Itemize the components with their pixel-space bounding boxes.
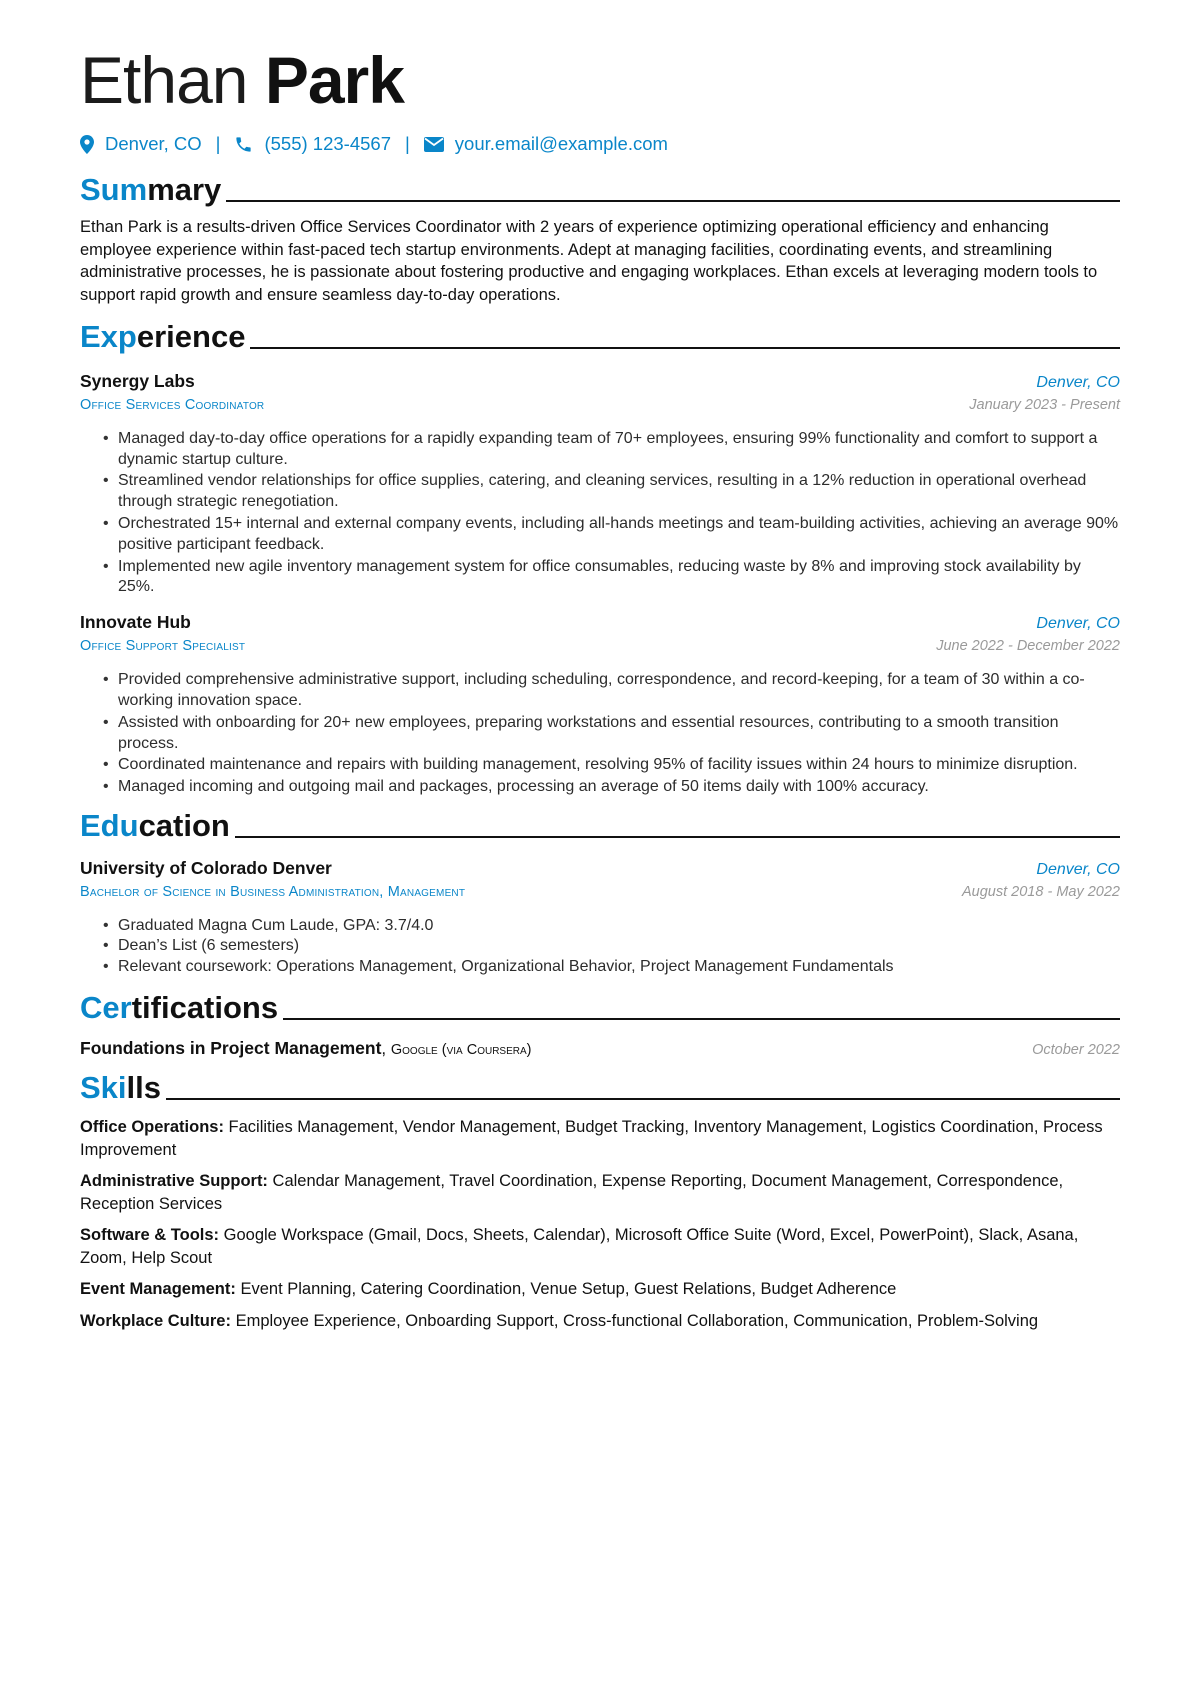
education-bullets [80,916,1120,977]
email-text: your.email@example.com [454,133,668,154]
job-role: Office Support Specialist [80,638,246,655]
summary-text: Ethan Park is a results-driven Office Services Coordinator with 2 years of experience optimizing operational efficiency and enhancing employee experience within fast-paced tech startup environments. Adept at managing facilities, coordinating events, and streamlining administrative processes, he is passionate about fostering productive and engaging workplaces. Ethan excels at leveraging modern tools to support rapid growth and ensure seamless day-to-day operations. [80,218,1098,305]
school-name: University of Colorado Denver [80,857,332,878]
last-name: Park [264,43,404,117]
education-title-rest: cation [138,807,230,843]
certifications-heading [80,986,1120,1026]
skills-title-accent: Ski [80,1070,127,1106]
section-rule [250,347,1120,349]
experience-title-accent: Exp [80,318,137,354]
job-bullets [80,429,1120,598]
degree: Bachelor of Science in Business Administration, Management [80,883,466,900]
job-location: Denver, CO [1036,615,1120,633]
skill-group [80,1278,1120,1301]
section-rule [235,836,1120,838]
contact-location [80,133,202,155]
skill-group [80,1224,1120,1269]
skills-list [80,1116,1120,1332]
map-pin-icon [80,135,94,154]
skill-label: Software & Tools: [80,1226,220,1245]
bullet-item: • Orchestrated 15+ internal and external company events, including all-hands meetings and team-building activities, achieving an average 90% positive participant feedback. [118,514,1120,556]
certification-name: Foundations in Project Management [80,1038,382,1059]
education-entry [80,856,1120,977]
job-role: Office Services Coordinator [80,396,265,413]
location-text: Denver, CO [105,133,202,154]
contact-separator: | [404,133,410,154]
job-location: Denver, CO [1036,373,1120,391]
envelope-icon [424,137,444,152]
skill-label: Administrative Support: [80,1172,268,1191]
section-rule [226,200,1120,202]
skill-group [80,1116,1120,1161]
skill-items: Event Planning, Catering Coordination, Venue Setup, Guest Relations, Budget Adherence [240,1280,897,1299]
contact-phone[interactable] [234,133,391,155]
summary-title-rest: mary [147,172,222,207]
skill-label: Office Operations: [80,1118,224,1137]
contact-separator: | [215,133,221,154]
education-title-accent: Edu [80,807,139,843]
section-rule [166,1098,1120,1100]
certifications-title-rest: tifications [131,990,279,1026]
bullet-item: • Managed day-to-day office operations for a rapidly expanding team of 70+ employees, ensuring 99% functionality and comfort to support a dynamic startup culture. [118,429,1120,471]
skill-group [80,1310,1120,1333]
section-rule [283,1018,1120,1020]
education-dates: August 2018 - May 2022 [962,883,1120,900]
skill-group [80,1170,1120,1215]
bullet-item: • Streamlined vendor relationships for office supplies, catering, and cleaning services, resulting in a 12% reduction in operational overhead through strategic renegotiation. [118,471,1120,513]
experience-heading [80,315,1120,355]
certifications-title-accent: Cer [80,990,132,1026]
skill-items: Facilities Management, Vendor Management, Budget Tracking, Inventory Management, Logistics Coordination, Process Improvement [80,1118,1103,1159]
experience-title-rest: erience [136,318,246,354]
company-name: Innovate Hub [80,612,191,633]
company-name: Synergy Labs [80,370,195,391]
job-dates: June 2022 - December 2022 [936,638,1120,655]
candidate-name [80,0,1120,118]
school-location: Denver, CO [1036,860,1120,878]
job-bullets [80,670,1120,798]
bullet-item: • Assisted with onboarding for 20+ new employees, preparing workstations and essential resources, contributing to a smooth transition process. [118,713,1120,755]
skill-items: Employee Experience, Onboarding Support, Cross-functional Collaboration, Communication, Problem-Solving [235,1311,1039,1330]
bullet-item: • Graduated Magna Cum Laude, GPA: 3.7/4.0 [118,916,1120,936]
certification-issuer: Google (via Coursera) [390,1042,532,1059]
experience-entry [80,610,1120,798]
bullet-item: • Dean’s List (6 semesters) [118,936,1120,956]
experience-entry [80,369,1120,598]
first-name: Ethan [80,43,248,117]
bullet-item: • Managed incoming and outgoing mail and packages, processing an average of 50 items daily with 100% accuracy. [118,777,1120,798]
skill-items: Google Workspace (Gmail, Docs, Sheets, Calendar), Microsoft Office Suite (Word, Excel, PowerPoint), Slack, Asana, Zoom, Help Scout [80,1226,1079,1267]
bullet-item: • Relevant coursework: Operations Management, Organizational Behavior, Project Management Fundamentals [118,957,1120,977]
summary-title-accent: Sum [80,172,148,207]
contact-line [80,130,1120,158]
phone-text: (555) 123-4567 [264,133,391,154]
job-dates: January 2023 - Present [969,396,1120,413]
summary-heading [80,168,1120,208]
phone-icon [234,135,253,154]
skill-items: Calendar Management, Travel Coordination, Expense Reporting, Document Management, Correspondence, Reception Services [80,1172,1064,1213]
skill-label: Workplace Culture: [80,1311,231,1330]
skills-title-rest: lls [126,1070,161,1106]
certification-date: October 2022 [1032,1042,1120,1059]
bullet-item: • Provided comprehensive administrative support, including scheduling, correspondence, and record-keeping, for a team of 30 within a co-working innovation space. [118,670,1120,712]
skill-label: Event Management: [80,1280,236,1299]
education-heading [80,804,1120,844]
certification-entry: Foundations in Project Management, Google (via Coursera) October 2022 [80,1038,1120,1059]
bullet-item: • Implemented new agile inventory management system for office consumables, reducing waste by 8% and improving stock availability by 25%. [118,557,1120,599]
skills-heading [80,1066,1120,1106]
bullet-item: • Coordinated maintenance and repairs with building management, resolving 95% of facility issues within 24 hours to minimize disruption. [118,755,1120,776]
contact-email[interactable] [424,133,668,155]
